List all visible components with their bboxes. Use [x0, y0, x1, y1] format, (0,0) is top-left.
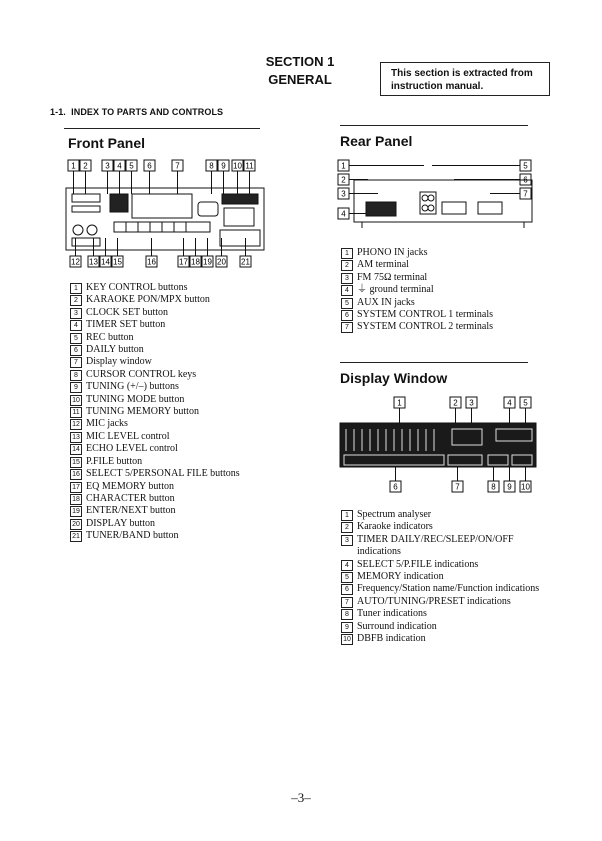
item-label: FM 75Ω terminal: [357, 271, 428, 283]
list-item: [70, 406, 240, 418]
callout-box: [504, 465, 515, 492]
item-label: SELECT 5/PERSONAL FILE buttons: [86, 468, 240, 480]
item-number-box: 9: [70, 382, 82, 393]
item-label: ECHO LEVEL control: [86, 443, 178, 455]
list-item: [70, 394, 240, 406]
display-window-rule: [340, 362, 528, 363]
callout-number: 7: [455, 482, 460, 492]
list-item: [70, 294, 240, 306]
callout-box: [232, 160, 243, 194]
callout-box: [146, 238, 157, 267]
item-label: MEMORY indication: [357, 571, 444, 583]
item-number-box: 6: [341, 310, 353, 321]
item-number-box: 8: [341, 609, 353, 620]
item-number-box: 19: [70, 506, 82, 517]
callout-number: 18: [191, 257, 200, 267]
item-number-box: 8: [70, 370, 82, 381]
list-item: [70, 344, 240, 356]
callout-number: 7: [175, 161, 180, 171]
callout-box: [432, 160, 531, 171]
front-panel-device: [66, 188, 264, 250]
list-item: [341, 509, 547, 521]
item-label: TIMER DAILY/REC/SLEEP/ON/OFF indications: [357, 533, 514, 558]
callout-number: 2: [83, 161, 88, 171]
item-label: Karaoke indicators: [357, 521, 433, 533]
list-item: [70, 493, 240, 505]
list-item: [341, 608, 547, 620]
callout-number: 3: [341, 189, 346, 199]
item-number-box: 7: [341, 322, 353, 333]
callout-box: [202, 238, 213, 267]
item-number-box: 3: [341, 273, 353, 284]
item-label: AM terminal: [357, 259, 409, 271]
item-number-box: 10: [70, 395, 82, 406]
callout-box: [240, 238, 251, 267]
item-label: TIMER SET button: [86, 319, 166, 331]
item-label: Frequency/Station name/Function indications: [357, 583, 540, 595]
callout-box: [102, 160, 113, 194]
item-number-box: 1: [341, 248, 353, 259]
rear-panel-device: [354, 180, 532, 228]
item-number-box: 4: [341, 560, 353, 571]
callout-box: [178, 238, 189, 267]
item-label: Display window: [86, 356, 152, 368]
callout-number: 17: [179, 257, 188, 267]
item-label: KARAOKE PON/MPX button: [86, 294, 210, 306]
item-label: SYSTEM CONTROL 2 terminals: [357, 321, 494, 333]
item-number-box: 15: [70, 457, 82, 468]
list-item: [341, 583, 547, 595]
callout-box: [452, 465, 463, 492]
callout-number: 1: [341, 161, 346, 171]
callout-number: 20: [217, 257, 226, 267]
item-number-box: 6: [341, 584, 353, 595]
callout-box: [190, 238, 201, 267]
item-number-box: 13: [70, 432, 82, 443]
item-number-box: 10: [341, 634, 353, 645]
callout-number: 5: [523, 398, 528, 408]
callout-box: [206, 160, 217, 194]
section-title: GENERAL: [268, 72, 332, 87]
rear-panel-list: [341, 247, 493, 334]
item-number-box: 7: [341, 597, 353, 608]
list-item: [341, 571, 547, 583]
callout-number: 8: [209, 161, 214, 171]
extract-note-line2: instruction manual.: [391, 81, 484, 92]
subsection-number: 1-1.: [50, 107, 66, 117]
list-item: [341, 534, 547, 559]
item-label: ENTER/NEXT button: [86, 505, 176, 517]
callout-box: [338, 160, 424, 171]
callout-box: [88, 238, 99, 267]
list-item: [70, 456, 240, 468]
list-item: [341, 272, 493, 284]
front-panel-tuner-panel: [224, 208, 254, 226]
item-number-box: 2: [341, 522, 353, 533]
callout-number: 8: [491, 482, 496, 492]
list-item: [341, 309, 493, 321]
rear-panel-figure: [338, 158, 538, 238]
callout-number: 16: [147, 257, 156, 267]
callout-box: [114, 160, 125, 194]
list-item: [341, 521, 547, 533]
callout-number: 13: [89, 257, 98, 267]
front-panel-tuner-band: [220, 230, 260, 246]
item-number-box: 2: [341, 260, 353, 271]
rear-panel-phono-jacks: [420, 192, 436, 214]
list-item: [341, 297, 493, 309]
callout-number: 4: [341, 209, 346, 219]
callout-number: 9: [221, 161, 226, 171]
list-item: [341, 321, 493, 333]
item-number-box: 1: [341, 510, 353, 521]
callout-number: 3: [469, 398, 474, 408]
extract-note-line1: This section is extracted from: [391, 68, 533, 79]
list-item: [341, 621, 547, 633]
item-label: SELECT 5/P.FILE indications: [357, 558, 479, 570]
callout-box: [216, 238, 227, 267]
list-item: [70, 282, 240, 294]
display-window-list: [341, 509, 547, 645]
display-window-figure: [338, 393, 538, 503]
front-panel-bottom-callouts: [70, 238, 251, 267]
list-item: [341, 284, 493, 296]
list-item: [341, 633, 547, 645]
item-label: AUTO/TUNING/PRESET indications: [357, 595, 511, 607]
callout-number: 19: [203, 257, 212, 267]
display-window-panel: [340, 423, 536, 467]
callout-number: 10: [521, 482, 530, 492]
list-item: [70, 418, 240, 430]
callout-box: [218, 160, 229, 194]
front-panel-figure: [60, 158, 270, 270]
item-label: Surround indication: [357, 620, 437, 632]
item-label: DAILY button: [86, 344, 144, 356]
list-item: [70, 443, 240, 455]
item-number-box: 14: [70, 444, 82, 455]
callout-box: [488, 465, 499, 492]
front-panel-rule: [64, 128, 260, 129]
item-number-box: 3: [70, 308, 82, 319]
item-number-box: 2: [70, 295, 82, 306]
item-label: Tuner indications: [357, 608, 427, 620]
callout-box: [80, 160, 91, 194]
callout-number: 2: [453, 398, 458, 408]
list-item: [70, 431, 240, 443]
list-item: [341, 259, 493, 271]
front-panel-mic-jack: [73, 225, 83, 235]
item-number-box: 17: [70, 482, 82, 493]
callout-box: [100, 238, 111, 267]
front-panel-heading: Front Panel: [68, 135, 146, 151]
item-number-box: 11: [70, 407, 82, 418]
front-panel-list: [70, 282, 240, 543]
list-item: [341, 596, 547, 608]
rear-panel-system-control-2: [478, 202, 502, 214]
callout-number: 5: [523, 161, 528, 171]
item-label: DBFB indication: [357, 633, 426, 645]
callout-number: 4: [117, 161, 122, 171]
item-number-box: 5: [341, 298, 353, 309]
list-item: [70, 530, 240, 542]
item-label: TUNING (+/–) buttons: [86, 381, 179, 393]
item-label: PHONO IN jacks: [357, 247, 428, 258]
item-label: SYSTEM CONTROL 1 terminals: [357, 309, 494, 321]
callout-box: [126, 160, 137, 194]
item-number-box: 16: [70, 469, 82, 480]
callout-number: 5: [129, 161, 134, 171]
list-item: [70, 468, 240, 480]
subsection-title: INDEX TO PARTS AND CONTROLS: [71, 107, 224, 117]
list-item: [70, 319, 240, 331]
rear-panel-antenna-terminals: [366, 202, 396, 216]
front-panel-button-cluster: [110, 194, 128, 212]
item-number-box: 1: [70, 283, 82, 294]
list-item: [341, 247, 493, 259]
item-number-box: 20: [70, 519, 82, 530]
callout-box: [144, 160, 155, 194]
callout-box: [172, 160, 183, 194]
callout-number: 10: [233, 161, 242, 171]
callout-number: 1: [71, 161, 76, 171]
callout-number: 6: [147, 161, 152, 171]
section-number: SECTION 1: [265, 54, 335, 69]
item-number-box: 12: [70, 419, 82, 430]
list-item: [341, 559, 547, 571]
page-number: –3–: [291, 790, 311, 805]
item-number-box: 6: [70, 345, 82, 356]
list-item: [70, 307, 240, 319]
item-label: DISPLAY button: [86, 517, 155, 529]
callout-number: 15: [113, 257, 122, 267]
callout-number: 11: [245, 161, 254, 171]
item-number-box: 4: [341, 285, 353, 296]
item-number-box: 4: [70, 320, 82, 331]
callout-box: [338, 208, 366, 219]
callout-number: 12: [71, 257, 80, 267]
display-window-heading: Display Window: [340, 370, 448, 386]
item-label: CLOCK SET button: [86, 306, 169, 318]
callout-number: 2: [341, 175, 346, 185]
item-label: ⏚ ground terminal: [357, 284, 434, 296]
list-item: [70, 369, 240, 381]
display-window-bottom-callouts: [390, 465, 531, 492]
item-label: KEY CONTROL buttons: [86, 282, 188, 293]
item-label: P.FILE button: [86, 455, 143, 467]
rear-panel-heading: Rear Panel: [340, 133, 413, 149]
list-item: [70, 518, 240, 530]
callout-box: [390, 465, 401, 492]
item-number-box: 5: [70, 333, 82, 344]
callout-number: 4: [507, 398, 512, 408]
item-number-box: 21: [70, 531, 82, 542]
callout-number: 14: [101, 257, 110, 267]
callout-number: 3: [105, 161, 110, 171]
item-number-box: 7: [70, 357, 82, 368]
item-label: Spectrum analyser: [357, 509, 432, 520]
callout-number: 1: [397, 398, 402, 408]
item-number-box: 9: [341, 622, 353, 633]
list-item: [70, 381, 240, 393]
list-item: [70, 505, 240, 517]
callout-box: [112, 238, 123, 267]
extract-note-box: [380, 62, 550, 96]
callout-number: 6: [393, 482, 398, 492]
front-panel-mic-jack: [87, 225, 97, 235]
callout-box: [244, 160, 255, 194]
list-item: [70, 332, 240, 344]
front-panel-cursor-keys: [198, 202, 218, 216]
item-label: MIC LEVEL control: [86, 430, 170, 442]
callout-number: 7: [523, 189, 528, 199]
item-label: TUNER/BAND button: [86, 530, 179, 542]
callout-box: [490, 188, 531, 199]
callout-number: 9: [507, 482, 512, 492]
item-label: AUX IN jacks: [357, 296, 415, 308]
front-panel-top-callouts: [68, 160, 255, 194]
item-number-box: 5: [341, 572, 353, 583]
rear-panel-system-control-1: [442, 202, 466, 214]
item-label: TUNING MODE button: [86, 393, 185, 405]
subsection-heading: [50, 107, 223, 117]
item-label: EQ MEMORY button: [86, 480, 174, 492]
callout-number: 21: [241, 257, 250, 267]
item-label: TUNING MEMORY button: [86, 406, 199, 418]
callout-number: 6: [523, 175, 528, 185]
callout-box: [520, 465, 531, 492]
list-item: [70, 356, 240, 368]
item-label: REC button: [86, 331, 134, 343]
front-panel-key-control: [72, 194, 100, 202]
front-panel-display-window: [132, 194, 192, 218]
item-number-box: 18: [70, 494, 82, 505]
item-label: CHARACTER button: [86, 492, 175, 504]
item-label: MIC jacks: [86, 418, 128, 430]
rear-panel-rule: [340, 125, 528, 126]
item-label: CURSOR CONTROL keys: [86, 368, 197, 380]
callout-box: [68, 160, 79, 194]
item-number-box: 3: [341, 535, 353, 546]
list-item: [70, 481, 240, 493]
display-window-body: [340, 423, 536, 467]
callout-box: [338, 188, 378, 199]
